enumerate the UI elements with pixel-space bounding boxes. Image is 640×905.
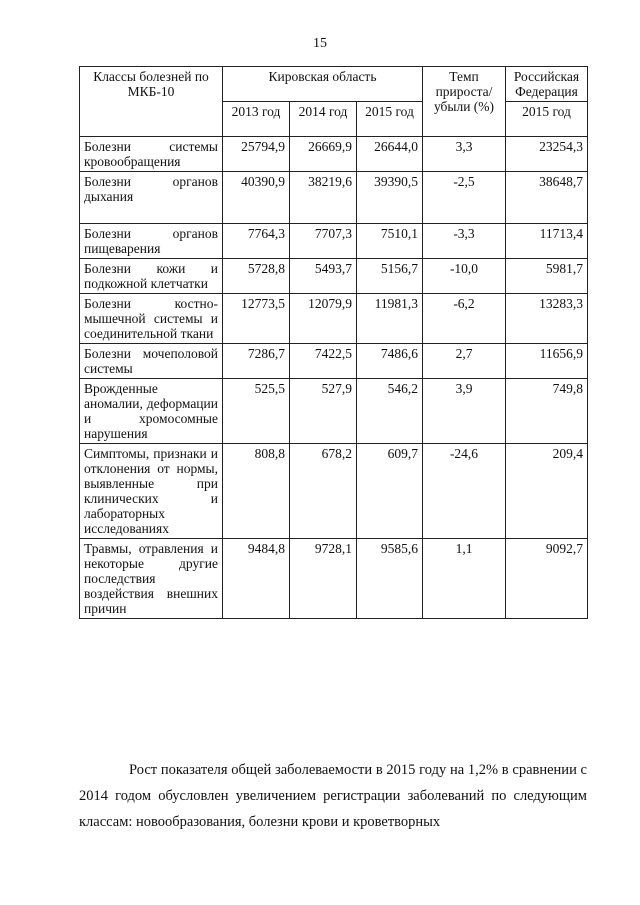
value-2015: 26644,0 xyxy=(357,137,423,172)
morbidity-table xyxy=(79,66,588,619)
page-number: 15 xyxy=(313,36,327,51)
growth-rate: -3,3 xyxy=(423,224,506,259)
value-2015: 5156,7 xyxy=(357,259,423,294)
value-2014: 9728,1 xyxy=(290,539,357,619)
growth-rate: 1,1 xyxy=(423,539,506,619)
rf-value: 5981,7 xyxy=(506,259,588,294)
value-2014: 12079,9 xyxy=(290,294,357,344)
rf-value: 13283,3 xyxy=(506,294,588,344)
value-2013: 7286,7 xyxy=(223,344,290,379)
disease-class: Болезни кожи и подкожной клетчатки xyxy=(80,259,223,294)
header-year-2014: 2014 год xyxy=(290,102,357,137)
value-2015: 609,7 xyxy=(357,444,423,539)
value-2015: 546,2 xyxy=(357,379,423,444)
value-2013: 525,5 xyxy=(223,379,290,444)
table-row xyxy=(80,344,588,379)
value-2014: 7707,3 xyxy=(290,224,357,259)
growth-rate: 3,3 xyxy=(423,137,506,172)
value-2015: 7510,1 xyxy=(357,224,423,259)
table-header-row xyxy=(80,67,588,102)
rf-value: 209,4 xyxy=(506,444,588,539)
value-2015: 7486,6 xyxy=(357,344,423,379)
table-row xyxy=(80,137,588,172)
disease-class: Болезни костно-мышечной системы и соединительной ткани xyxy=(80,294,223,344)
table-row xyxy=(80,259,588,294)
growth-rate: -24,6 xyxy=(423,444,506,539)
body-paragraph: Рост показателя общей заболеваемости в 2015 году на 1,2% в сравнении с 2014 годом обусловлен увеличением регистрации заболеваний по следующим классам: новообразования, болезни крови и кроветворных xyxy=(79,761,587,830)
disease-class: Травмы, отравления и некоторые другие последствия воздействия внешних причин xyxy=(80,539,223,619)
growth-rate: -10,0 xyxy=(423,259,506,294)
disease-class: Врожденные аномалии, деформации и хромосомные нарушения xyxy=(80,379,223,444)
value-2013: 7764,3 xyxy=(223,224,290,259)
rf-value: 749,8 xyxy=(506,379,588,444)
rf-value: 11713,4 xyxy=(506,224,588,259)
value-2015: 39390,5 xyxy=(357,172,423,224)
header-classes: Классы болезней по МКБ-10 xyxy=(80,67,223,137)
header-year-2013: 2013 год xyxy=(223,102,290,137)
header-growth: Темп прироста/ убыли (%) xyxy=(423,67,506,137)
value-2014: 7422,5 xyxy=(290,344,357,379)
table-row xyxy=(80,444,588,539)
value-2014: 5493,7 xyxy=(290,259,357,294)
rf-value: 11656,9 xyxy=(506,344,588,379)
value-2015: 9585,6 xyxy=(357,539,423,619)
disease-class: Болезни органов пищеварения xyxy=(80,224,223,259)
header-rf-year: 2015 год xyxy=(506,102,588,137)
disease-class: Болезни органов дыхания xyxy=(80,172,223,224)
growth-rate: 3,9 xyxy=(423,379,506,444)
value-2013: 25794,9 xyxy=(223,137,290,172)
value-2013: 12773,5 xyxy=(223,294,290,344)
table-row xyxy=(80,294,588,344)
table-row xyxy=(80,224,588,259)
value-2014: 38219,6 xyxy=(290,172,357,224)
table-row xyxy=(80,539,588,619)
value-2013: 9484,8 xyxy=(223,539,290,619)
disease-class: Болезни системы кровообращения xyxy=(80,137,223,172)
growth-rate: -6,2 xyxy=(423,294,506,344)
rf-value: 9092,7 xyxy=(506,539,588,619)
header-rf: Российская Федерация xyxy=(506,67,588,102)
disease-class: Болезни мочеполовой системы xyxy=(80,344,223,379)
value-2014: 527,9 xyxy=(290,379,357,444)
disease-class: Симптомы, признаки и отклонения от нормы, выявленные при клинических и лабораторных исследованиях xyxy=(80,444,223,539)
table-row xyxy=(80,172,588,224)
value-2014: 26669,9 xyxy=(290,137,357,172)
value-2013: 808,8 xyxy=(223,444,290,539)
value-2013: 40390,9 xyxy=(223,172,290,224)
table-row xyxy=(80,379,588,444)
value-2014: 678,2 xyxy=(290,444,357,539)
growth-rate: 2,7 xyxy=(423,344,506,379)
rf-value: 38648,7 xyxy=(506,172,588,224)
value-2015: 11981,3 xyxy=(357,294,423,344)
header-region: Кировская область xyxy=(223,67,423,102)
value-2013: 5728,8 xyxy=(223,259,290,294)
header-year-2015: 2015 год xyxy=(357,102,423,137)
rf-value: 23254,3 xyxy=(506,137,588,172)
growth-rate: -2,5 xyxy=(423,172,506,224)
